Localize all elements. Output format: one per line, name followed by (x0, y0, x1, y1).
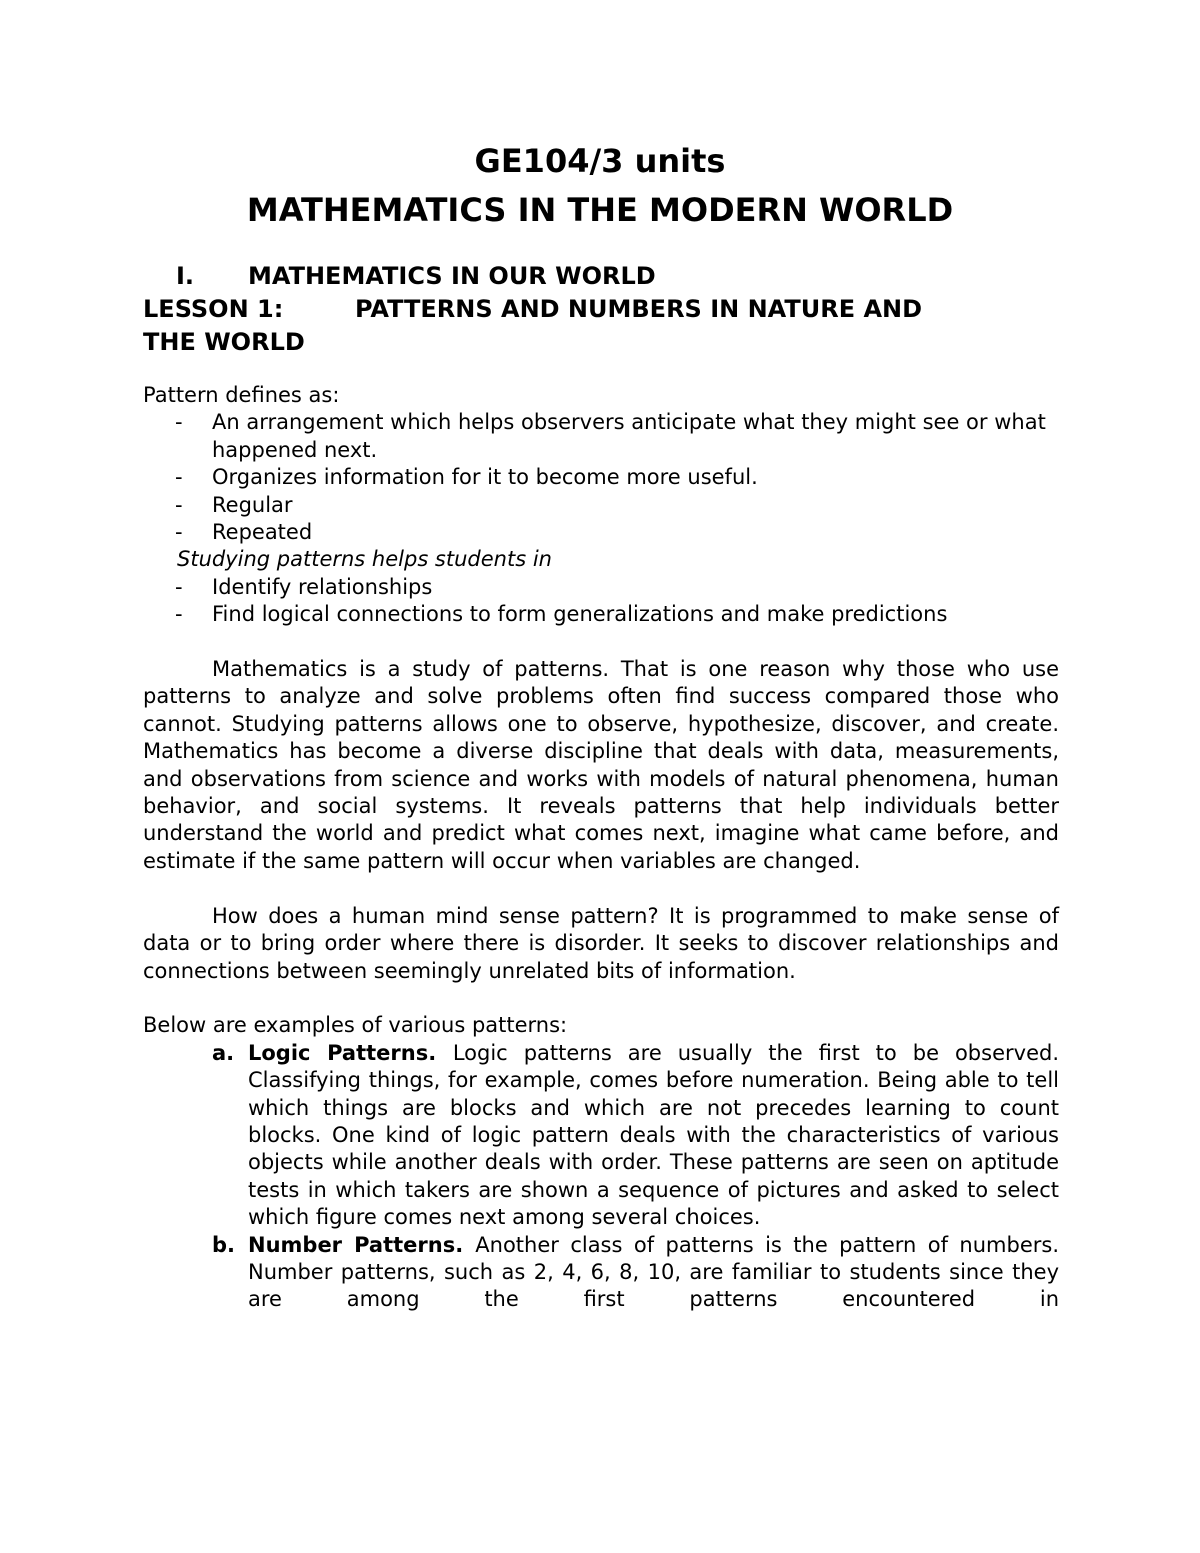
list-marker: b. (212, 1232, 236, 1257)
section-numeral: I. (176, 262, 195, 290)
list-item (143, 1040, 1059, 1232)
list-text: Logic patterns are usually the first to be observed. Classifying things, for example, comes before numeration. Being able to tell which things are blocks and which are not precedes learning to count blocks. One kind of logic pattern deals with the characteristics of various objects while another deals with order. These patterns are seen on aptitude tests in which takers are shown a sequence of pictures and asked to select which figure comes next among several choices. (248, 1040, 1059, 1230)
list-text: Another class of patterns is the pattern of numbers. Number patterns, such as 2, 4, 6, 8, 10, are familiar to students since they are among the first patterns encountered in (248, 1232, 1059, 1312)
lesson-label: LESSON 1: (143, 295, 284, 323)
bullet-text: Regular (212, 492, 293, 517)
pattern-definition-intro: Pattern defines as: (143, 383, 340, 407)
list-item (143, 601, 1059, 628)
bullet-dash: - (175, 520, 183, 545)
list-term: Number Patterns. (248, 1232, 476, 1257)
list-item (143, 519, 1059, 546)
paragraph-mathematics: Mathematics is a study of patterns. That is one reason why those who use patterns to analyze and solve problems often find success compared those who cannot. Studying patterns allows one to observe, hypothesize, discover, and create. Mathematics has become a diverse discipline that deals with data, measurements, and observations from science and works with models of natural phenomena, human behavior, and social systems. It reveals patterns that help individuals better understand the world and predict what comes next, imagine what came before, and estimate if the same pattern will occur when variables are changed. (143, 657, 1059, 873)
bullet-text: Repeated (212, 520, 313, 545)
list-item (143, 409, 1059, 464)
list-item (143, 1232, 1059, 1314)
bullet-text: An arrangement which helps observers anticipate what they might see or what happened next. (212, 410, 1046, 462)
bullet-dash: - (175, 492, 183, 517)
examples-intro: Below are examples of various patterns: (143, 1013, 568, 1038)
paragraph-human-mind: How does a human mind sense pattern? It is programmed to make sense of data or to bring order where there is disorder. It seeks to discover relationships and connections between seemingly unrelated bits of information. (143, 903, 1059, 983)
course-code-title: GE104/3 units (474, 142, 726, 180)
list-item (143, 464, 1059, 491)
bullet-text: Find logical connections to form generalizations and make predictions (212, 602, 948, 627)
lesson-heading: PATTERNS AND NUMBERS IN NATURE AND (355, 295, 923, 323)
bullet-dash: - (175, 410, 183, 435)
studying-patterns-intro: Studying patterns helps students in (177, 547, 552, 572)
bullet-text: Identify relationships (212, 574, 433, 599)
list-term: Logic Patterns. (248, 1040, 453, 1065)
list-item (143, 574, 1059, 601)
bullet-text: Organizes information for it to become more useful. (212, 465, 758, 490)
document-body (143, 382, 1059, 1314)
bullet-dash: - (175, 465, 183, 490)
course-name-title: MATHEMATICS IN THE MODERN WORLD (246, 191, 954, 229)
bullet-dash: - (175, 574, 183, 599)
section-heading: MATHEMATICS IN OUR WORLD (248, 262, 656, 290)
bullet-dash: - (175, 602, 183, 627)
list-item (143, 492, 1059, 519)
list-marker: a. (212, 1040, 235, 1065)
lesson-heading-continued: THE WORLD (143, 328, 305, 356)
